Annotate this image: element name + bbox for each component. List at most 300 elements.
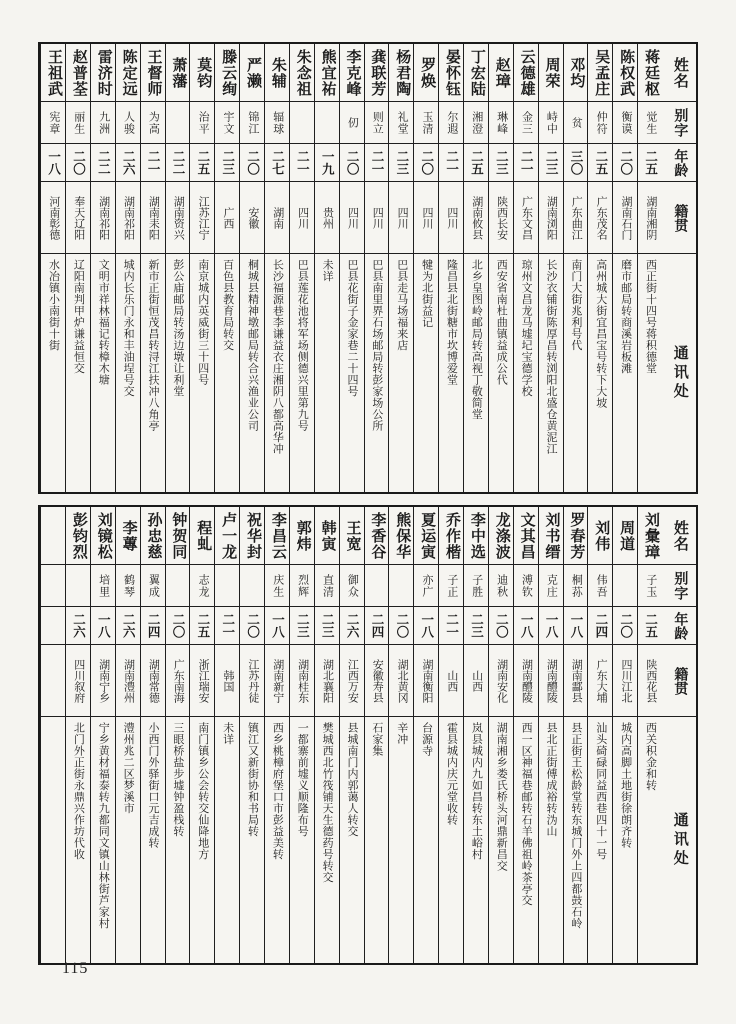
entry-name: 王宽 bbox=[340, 507, 364, 565]
directory-table-bottom bbox=[38, 505, 698, 965]
entry-age: 二五 bbox=[190, 144, 214, 182]
directory-column bbox=[289, 507, 314, 963]
entry-address: 城内长乐门永和丰油埕号交 bbox=[122, 259, 135, 397]
entry-address: 北乡皇图岭邮局转高视丁敬简堂 bbox=[470, 259, 483, 420]
entry-age: 二五 bbox=[638, 144, 662, 182]
directory-column bbox=[563, 507, 588, 963]
entry-origin: 江苏丹徒 bbox=[240, 645, 264, 717]
entry-name: 邓均 bbox=[564, 44, 588, 102]
directory-column bbox=[140, 507, 165, 963]
entry-name: 熊宜祐 bbox=[315, 44, 339, 102]
entry-age: 二五 bbox=[464, 144, 488, 182]
directory-column bbox=[214, 44, 239, 492]
directory-column bbox=[90, 507, 115, 963]
entry-name: 严濑 bbox=[240, 44, 264, 102]
entry-name: 朱辅 bbox=[265, 44, 289, 102]
entry-age: 二一 bbox=[290, 144, 314, 182]
entry-origin: 湖南浏阳 bbox=[539, 182, 563, 254]
entry-courtesy-name: 觉生 bbox=[638, 102, 662, 144]
entry-courtesy-name: 克庄 bbox=[539, 565, 563, 607]
entry-origin: 湖南祁阳 bbox=[91, 182, 115, 254]
entry-courtesy-name bbox=[240, 565, 264, 607]
entry-origin: 浙江瑞安 bbox=[190, 645, 214, 717]
entry-courtesy-name: 烈辉 bbox=[290, 565, 314, 607]
entry-age: 二三 bbox=[215, 144, 239, 182]
entry-origin: 湖南澧州 bbox=[116, 645, 140, 717]
directory-column bbox=[364, 44, 389, 492]
entry-courtesy-name: 衡谟 bbox=[613, 102, 637, 144]
entry-age: 二四 bbox=[141, 607, 165, 645]
entry-name: 龙涤波 bbox=[489, 507, 513, 565]
entry-address: 岚县城内九如昌转东土峪村 bbox=[470, 722, 483, 860]
entry-courtesy-name: 九洲 bbox=[91, 102, 115, 144]
entry-courtesy-name: 翼成 bbox=[141, 565, 165, 607]
entry-address: 未详 bbox=[221, 722, 234, 745]
entry-origin: 湖南衡阳 bbox=[414, 645, 438, 717]
column-header-origin: 籍贯 bbox=[662, 182, 696, 254]
directory-column bbox=[65, 44, 90, 492]
entry-age: 二二 bbox=[166, 144, 190, 182]
entry-origin: 贵州 bbox=[315, 182, 339, 254]
directory-column bbox=[264, 44, 289, 492]
entry-name: 云德雄 bbox=[514, 44, 538, 102]
entry-name: 王祖武 bbox=[41, 44, 65, 102]
entry-origin: 湖南安化 bbox=[489, 645, 513, 717]
entry-origin: 广东茂名 bbox=[588, 182, 612, 254]
entry-courtesy-name: 丽生 bbox=[66, 102, 90, 144]
entry-name: 韩寅 bbox=[315, 507, 339, 565]
entry-address: 巴县花街子金家巷二十四号 bbox=[345, 259, 358, 397]
entry-origin: 湖南资兴 bbox=[166, 182, 190, 254]
entry-name: 刘书缙 bbox=[539, 507, 563, 565]
entry-address: 辽阳南判甲炉谦益恒交 bbox=[72, 259, 85, 374]
entry-address: 南京城内英威街三十四号 bbox=[196, 259, 209, 386]
entry-origin: 湖南石门 bbox=[613, 182, 637, 254]
entry-address: 琼州文昌龙马墟圮宝德学校 bbox=[520, 259, 533, 397]
directory-column bbox=[40, 507, 65, 963]
entry-name: 李蓴 bbox=[116, 507, 140, 565]
entry-name: 王督师 bbox=[141, 44, 165, 102]
entry-name: 莫钧 bbox=[190, 44, 214, 102]
entry-origin: 湖南醴陵 bbox=[539, 645, 563, 717]
entry-address: 镇江又新街协和书局转 bbox=[246, 722, 259, 837]
entry-name: 夏运寅 bbox=[414, 507, 438, 565]
entry-origin: 安徽 bbox=[240, 182, 264, 254]
directory-column bbox=[413, 507, 438, 963]
directory-column bbox=[189, 507, 214, 963]
entry-courtesy-name: 湘澄 bbox=[464, 102, 488, 144]
entry-address: 长沙福源巷李谦益衣庄湘阴八都高华冲 bbox=[271, 259, 284, 455]
entry-age: 二〇 bbox=[166, 607, 190, 645]
entry-courtesy-name bbox=[41, 565, 65, 607]
entry-courtesy-name: 则立 bbox=[365, 102, 389, 144]
entry-address: 小西门外驿街口元吉成转 bbox=[146, 722, 159, 849]
entry-age: 二一 bbox=[439, 144, 463, 182]
header-column-top bbox=[662, 44, 696, 492]
entry-address: 巴县南里界石场邮局转彭家场公所 bbox=[370, 259, 383, 432]
entry-age: 一八 bbox=[41, 144, 65, 182]
entry-age: 二一 bbox=[365, 144, 389, 182]
entry-courtesy-name: 治平 bbox=[190, 102, 214, 144]
entry-origin: 陕西花县 bbox=[638, 645, 662, 717]
entry-name: 郭炜 bbox=[290, 507, 314, 565]
entry-address bbox=[41, 717, 65, 963]
entry-origin: 湖南耒阳 bbox=[141, 182, 165, 254]
entry-name: 罗焕 bbox=[414, 44, 438, 102]
entry-age: 二五 bbox=[638, 607, 662, 645]
entry-origin bbox=[41, 645, 65, 717]
entry-address: 澧州兆二区梦溪市 bbox=[122, 722, 135, 814]
entry-address: 未详 bbox=[321, 259, 334, 282]
entry-origin: 广东大埔 bbox=[588, 645, 612, 717]
entry-name: 文其昌 bbox=[514, 507, 538, 565]
entry-origin: 湖南祁阳 bbox=[116, 182, 140, 254]
entry-courtesy-name: 为高 bbox=[141, 102, 165, 144]
entry-name: 雷济时 bbox=[91, 44, 115, 102]
column-header-courtesy: 别字 bbox=[662, 102, 696, 144]
entry-age: 二六 bbox=[116, 144, 140, 182]
directory-column bbox=[115, 507, 140, 963]
entry-name: 祝华封 bbox=[240, 507, 264, 565]
entry-courtesy-name: 培里 bbox=[91, 565, 115, 607]
directory-column bbox=[513, 44, 538, 492]
entry-origin: 广东曲江 bbox=[564, 182, 588, 254]
directory-column bbox=[463, 507, 488, 963]
entry-courtesy-name: 贫 bbox=[564, 102, 588, 144]
entry-origin: 湖北襄阳 bbox=[315, 645, 339, 717]
entry-name: 罗春芳 bbox=[564, 507, 588, 565]
entry-courtesy-name: 亦广 bbox=[414, 565, 438, 607]
entry-age bbox=[41, 607, 65, 645]
entry-age: 二〇 bbox=[66, 144, 90, 182]
entry-name: 滕云绚 bbox=[215, 44, 239, 102]
directory-column bbox=[538, 44, 563, 492]
entry-origin: 四川江北 bbox=[613, 645, 637, 717]
entry-courtesy-name: 子玉 bbox=[638, 565, 662, 607]
entry-age: 二一 bbox=[215, 607, 239, 645]
entry-address: 汕头碕碌同益西巷四十一号 bbox=[594, 722, 607, 860]
entry-age: 二三 bbox=[489, 144, 513, 182]
entry-courtesy-name bbox=[166, 565, 190, 607]
entry-courtesy-name: 尔遐 bbox=[439, 102, 463, 144]
entry-name: 刘彙璋 bbox=[638, 507, 662, 565]
entry-origin: 奉天辽阳 bbox=[66, 182, 90, 254]
directory-column bbox=[214, 507, 239, 963]
column-header-age: 年龄 bbox=[662, 144, 696, 182]
directory-column bbox=[488, 44, 513, 492]
entry-address: 磨市邮局转商溪岩板滩 bbox=[619, 259, 632, 374]
entry-address: 犍为北街益记 bbox=[420, 259, 433, 328]
entry-address: 百色县教育局转交 bbox=[221, 259, 234, 351]
entry-address: 县正街王松龄堂转东城门外上四都鼓石岭 bbox=[569, 722, 582, 929]
entry-origin: 广东南海 bbox=[166, 645, 190, 717]
entry-courtesy-name bbox=[66, 565, 90, 607]
entry-name: 陈定远 bbox=[116, 44, 140, 102]
entry-address: 隆昌县北街糖市坎博爱堂 bbox=[445, 259, 458, 386]
directory-column bbox=[115, 44, 140, 492]
entry-age: 二三 bbox=[290, 607, 314, 645]
entry-name: 刘伟 bbox=[588, 507, 612, 565]
entry-age: 二三 bbox=[315, 607, 339, 645]
entry-origin: 湖北黄冈 bbox=[389, 645, 413, 717]
entry-origin: 四川 bbox=[340, 182, 364, 254]
entry-age: 一八 bbox=[265, 607, 289, 645]
entry-name: 周荣 bbox=[539, 44, 563, 102]
entry-address: 桐城县精神墩邮局转合兴渔业公司 bbox=[246, 259, 259, 432]
entry-name: 吴孟庄 bbox=[588, 44, 612, 102]
entry-courtesy-name bbox=[389, 565, 413, 607]
entry-name: 周道 bbox=[613, 507, 637, 565]
header-column-bottom bbox=[662, 507, 696, 963]
entry-address: 霍县城内庆元堂收转 bbox=[445, 722, 458, 826]
entry-age: 一八 bbox=[539, 607, 563, 645]
entry-age: 一九 bbox=[315, 144, 339, 182]
entry-origin: 广东文昌 bbox=[514, 182, 538, 254]
entry-age: 二〇 bbox=[389, 607, 413, 645]
entry-name: 李香谷 bbox=[365, 507, 389, 565]
entry-address: 彭公庙邮局转汤边墩让利堂 bbox=[171, 259, 184, 397]
directory-column bbox=[612, 507, 637, 963]
entry-origin: 河南彰德 bbox=[41, 182, 65, 254]
entry-courtesy-name: 人骏 bbox=[116, 102, 140, 144]
directory-column bbox=[463, 44, 488, 492]
entry-courtesy-name: 仞 bbox=[340, 102, 364, 144]
entry-address: 县城南门内郭蔼人转交 bbox=[345, 722, 358, 837]
entry-address: 西关积金和转 bbox=[644, 722, 657, 791]
entry-age: 二四 bbox=[588, 607, 612, 645]
directory-column bbox=[90, 44, 115, 492]
directory-column bbox=[513, 507, 538, 963]
entry-address: 湖南湘乡娄氏桥头河鼎新昌交 bbox=[495, 722, 508, 872]
entry-age: 二三 bbox=[389, 144, 413, 182]
entry-name: 晏怀钰 bbox=[439, 44, 463, 102]
directory-column bbox=[388, 44, 413, 492]
directory-column bbox=[339, 44, 364, 492]
entry-origin: 江西万安 bbox=[340, 645, 364, 717]
entry-name: 卢一龙 bbox=[215, 507, 239, 565]
entry-courtesy-name: 玉清 bbox=[414, 102, 438, 144]
entry-age: 二七 bbox=[265, 144, 289, 182]
entry-origin: 四川叙府 bbox=[66, 645, 90, 717]
directory-table-top bbox=[38, 42, 698, 494]
directory-column bbox=[563, 44, 588, 492]
entry-name: 钟贺同 bbox=[166, 507, 190, 565]
entry-address: 一都寨前墟义顺隆布号 bbox=[296, 722, 309, 837]
entry-origin: 四川 bbox=[389, 182, 413, 254]
entry-origin: 湖南宁乡 bbox=[91, 645, 115, 717]
entry-origin: 山西 bbox=[464, 645, 488, 717]
directory-column bbox=[165, 44, 190, 492]
entry-age: 二三 bbox=[464, 607, 488, 645]
entry-courtesy-name: 礼堂 bbox=[389, 102, 413, 144]
directory-column bbox=[65, 507, 90, 963]
column-header-address: 通讯处 bbox=[671, 344, 688, 402]
entry-age: 二二 bbox=[91, 144, 115, 182]
directory-column bbox=[587, 44, 612, 492]
directory-column bbox=[40, 44, 65, 492]
entry-age: 二五 bbox=[190, 607, 214, 645]
entry-age: 三〇 bbox=[564, 144, 588, 182]
directory-column bbox=[587, 507, 612, 963]
directory-column bbox=[165, 507, 190, 963]
entry-name: 萧藩 bbox=[166, 44, 190, 102]
entry-age: 二〇 bbox=[489, 607, 513, 645]
directory-column bbox=[612, 44, 637, 492]
entry-age: 二〇 bbox=[613, 607, 637, 645]
entry-name: 陈权武 bbox=[613, 44, 637, 102]
entry-age: 二〇 bbox=[340, 144, 364, 182]
entry-origin: 湖南桂东 bbox=[290, 645, 314, 717]
directory-column bbox=[637, 44, 662, 492]
entry-address: 南门大街兆利号代 bbox=[569, 259, 582, 351]
entry-courtesy-name: 伟吾 bbox=[588, 565, 612, 607]
entry-name: 赵普荃 bbox=[66, 44, 90, 102]
entry-courtesy-name bbox=[166, 102, 190, 144]
entry-courtesy-name: 宇文 bbox=[215, 102, 239, 144]
entry-age: 二〇 bbox=[414, 144, 438, 182]
entry-courtesy-name bbox=[215, 565, 239, 607]
entry-courtesy-name: 溥钦 bbox=[514, 565, 538, 607]
directory-column bbox=[140, 44, 165, 492]
entry-age: 二一 bbox=[514, 144, 538, 182]
entry-courtesy-name: 仲符 bbox=[588, 102, 612, 144]
entry-origin: 湖南湘阴 bbox=[638, 182, 662, 254]
entry-name: 丁宏陆 bbox=[464, 44, 488, 102]
directory-column bbox=[413, 44, 438, 492]
entry-age: 二〇 bbox=[240, 144, 264, 182]
entry-courtesy-name: 御众 bbox=[340, 565, 364, 607]
entry-courtesy-name: 直清 bbox=[315, 565, 339, 607]
entry-name: 蒋廷枢 bbox=[638, 44, 662, 102]
entry-origin: 湖南 bbox=[265, 182, 289, 254]
entry-origin: 广西 bbox=[215, 182, 239, 254]
entry-address: 西正街十四号蒋积德堂 bbox=[644, 259, 657, 374]
column-header-courtesy: 别字 bbox=[662, 565, 696, 607]
entry-age: 二一 bbox=[439, 607, 463, 645]
entry-courtesy-name: 子正 bbox=[439, 565, 463, 607]
entry-courtesy-name: 志龙 bbox=[190, 565, 214, 607]
entry-origin: 韩国 bbox=[215, 645, 239, 717]
entry-courtesy-name: 金三 bbox=[514, 102, 538, 144]
entry-name: 程虬 bbox=[190, 507, 214, 565]
directory-column bbox=[388, 507, 413, 963]
entry-address: 北门外正街永鼎兴作坊代收 bbox=[72, 722, 85, 860]
entry-courtesy-name: 锦江 bbox=[240, 102, 264, 144]
entry-age: 一八 bbox=[414, 607, 438, 645]
entry-age: 二三 bbox=[539, 144, 563, 182]
entry-age: 二〇 bbox=[613, 144, 637, 182]
entry-address: 巴县走马场福来店 bbox=[395, 259, 408, 351]
entry-origin: 四川 bbox=[414, 182, 438, 254]
entry-origin: 湖南酃县 bbox=[564, 645, 588, 717]
directory-column bbox=[189, 44, 214, 492]
entry-address: 西安省南杜曲镇益成公代 bbox=[495, 259, 508, 386]
entry-courtesy-name: 辐球 bbox=[265, 102, 289, 144]
entry-address: 樊城西北竹筏铺天生德药号转交 bbox=[321, 722, 334, 883]
entry-address: 西一区神福巷邮转石羊佛祖岭茶亭交 bbox=[520, 722, 533, 906]
entry-courtesy-name: 鹤琴 bbox=[116, 565, 140, 607]
entry-courtesy-name: 峙中 bbox=[539, 102, 563, 144]
entry-courtesy-name: 迪秋 bbox=[489, 565, 513, 607]
entry-name: 熊保华 bbox=[389, 507, 413, 565]
entry-name: 杨君陶 bbox=[389, 44, 413, 102]
entry-age: 一八 bbox=[514, 607, 538, 645]
entry-origin: 安徽寿县 bbox=[365, 645, 389, 717]
entry-origin: 湖南新宁 bbox=[265, 645, 289, 717]
entry-address: 城内高脚土地街徐朗齐转 bbox=[619, 722, 632, 849]
entry-name: 李克峰 bbox=[340, 44, 364, 102]
entry-address: 三眼桥盐步墟钟盈栈转 bbox=[171, 722, 184, 837]
entry-age: 一八 bbox=[91, 607, 115, 645]
directory-column bbox=[637, 507, 662, 963]
page-number: 115 bbox=[62, 960, 89, 977]
entry-address: 新市正街恒茂昌转浔江扶冲八角亭 bbox=[146, 259, 159, 432]
entry-origin: 四川 bbox=[439, 182, 463, 254]
entry-courtesy-name bbox=[613, 565, 637, 607]
entry-address: 高州城大街宜昌宝号转下大坡 bbox=[594, 259, 607, 409]
entry-address: 县北正街傅成裕转沩山 bbox=[544, 722, 557, 837]
entry-name: 朱念祖 bbox=[290, 44, 314, 102]
entry-courtesy-name: 琳峰 bbox=[489, 102, 513, 144]
entry-origin: 湖南醴陵 bbox=[514, 645, 538, 717]
directory-column bbox=[314, 44, 339, 492]
entry-age: 二六 bbox=[116, 607, 140, 645]
column-header-origin: 籍贯 bbox=[662, 645, 696, 717]
entry-name: 李中选 bbox=[464, 507, 488, 565]
entry-age: 二六 bbox=[66, 607, 90, 645]
entry-origin: 陕西长安 bbox=[489, 182, 513, 254]
directory-column bbox=[289, 44, 314, 492]
entry-address: 宁乡黄材福泰转九都同文镇山林街芦家村 bbox=[97, 722, 110, 929]
entry-origin: 山西 bbox=[439, 645, 463, 717]
directory-column bbox=[339, 507, 364, 963]
entry-address: 南门镇乡公会转交仙降地方 bbox=[196, 722, 209, 860]
entry-name: 彭钧烈 bbox=[66, 507, 90, 565]
directory-column bbox=[264, 507, 289, 963]
directory-column bbox=[239, 507, 264, 963]
entry-age: 一八 bbox=[564, 607, 588, 645]
entry-address: 水冶镇小南街十街 bbox=[47, 259, 60, 351]
entry-origin: 四川 bbox=[290, 182, 314, 254]
entry-age: 二四 bbox=[365, 607, 389, 645]
entry-name: 赵璋 bbox=[489, 44, 513, 102]
entry-courtesy-name bbox=[315, 102, 339, 144]
column-header-age: 年龄 bbox=[662, 607, 696, 645]
entry-courtesy-name bbox=[365, 565, 389, 607]
entry-name: 乔作楷 bbox=[439, 507, 463, 565]
entry-courtesy-name bbox=[290, 102, 314, 144]
entry-age: 二五 bbox=[588, 144, 612, 182]
entry-name: 刘镜松 bbox=[91, 507, 115, 565]
directory-column bbox=[488, 507, 513, 963]
entry-origin: 四川 bbox=[365, 182, 389, 254]
entry-address: 长沙衣铺街陈厚昌转浏阳北盛仓黄泥江 bbox=[544, 259, 557, 455]
entry-age: 二一 bbox=[141, 144, 165, 182]
entry-address: 辛冲 bbox=[395, 722, 408, 745]
entry-courtesy-name: 子胜 bbox=[464, 565, 488, 607]
directory-column bbox=[364, 507, 389, 963]
entry-name bbox=[41, 507, 65, 565]
directory-column bbox=[438, 507, 463, 963]
directory-column bbox=[438, 44, 463, 492]
entry-courtesy-name: 庆生 bbox=[265, 565, 289, 607]
entry-origin: 湖南攸县 bbox=[464, 182, 488, 254]
entry-address: 西乡桃樟府堡口市彭益美转 bbox=[271, 722, 284, 860]
entry-address: 巴县莲花池将军场侧德兴里第九号 bbox=[296, 259, 309, 432]
directory-column bbox=[239, 44, 264, 492]
entry-address: 文明市祥林福记转樟木塘 bbox=[97, 259, 110, 386]
entry-age: 二〇 bbox=[240, 607, 264, 645]
